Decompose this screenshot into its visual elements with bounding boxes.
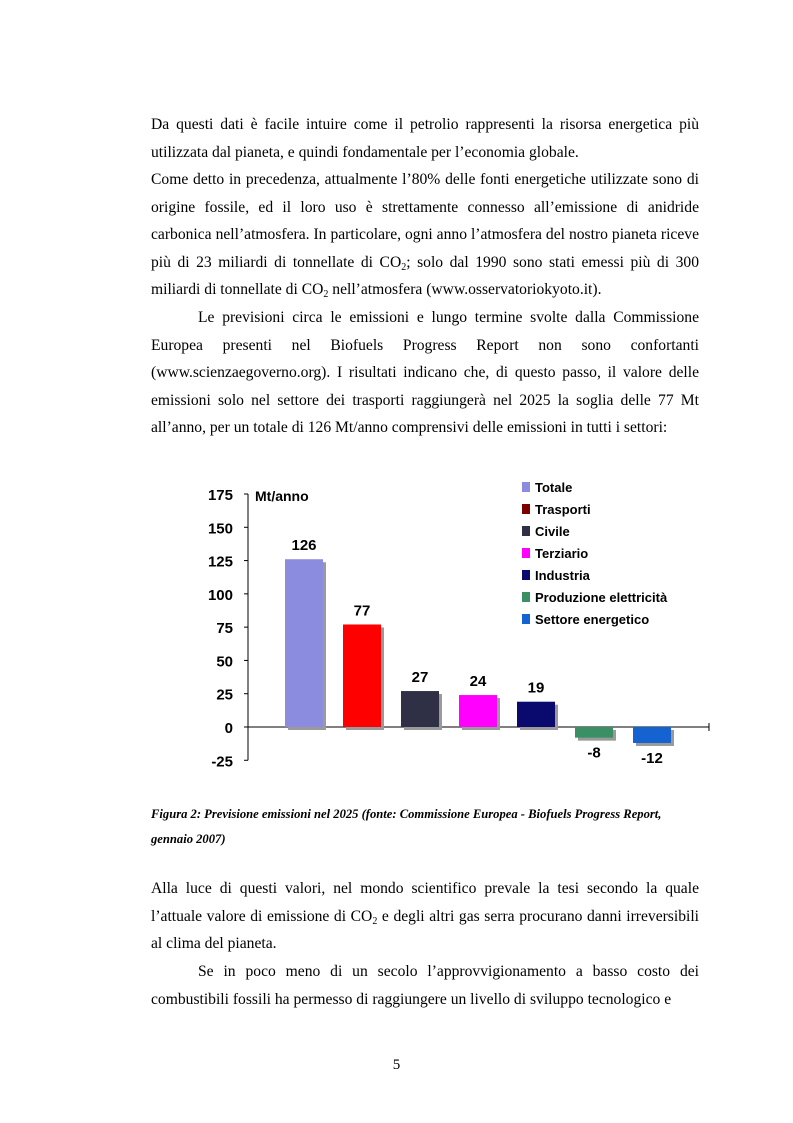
legend-swatch: [522, 614, 530, 624]
bar-value-label: -12: [641, 749, 663, 767]
bar-value-label: 27: [411, 669, 429, 687]
paragraph-5: Se in poco meno di un secolo l’approvvigionamento a basso costo dei combustibili fossili ha permesso di raggiungere un livello di sviluppo tecnologico e: [151, 963, 699, 1008]
co2-subscript: 2: [401, 261, 407, 273]
paragraph-4-text-b: e degli altri gas serra procurano danni irreversibili al clima del pianeta.: [151, 907, 700, 952]
bar-1: [285, 559, 323, 727]
co2-subscript: 2: [372, 915, 378, 927]
legend-label: Civile: [535, 524, 570, 539]
legend-swatch: [522, 526, 530, 536]
bar-value-label: 126: [291, 537, 317, 555]
page-number: 5: [392, 1057, 401, 1073]
bar-value-label: -8: [587, 744, 601, 762]
bar-7: [633, 727, 671, 743]
y-tick-label: 100: [207, 586, 233, 604]
bars: [285, 537, 674, 767]
paragraph-2-text-c: nell’atmosfera (www.osservatoriokyoto.it).: [328, 281, 602, 298]
paragraph-4: [151, 875, 699, 958]
emissions-bar-chart: [195, 478, 715, 778]
bar-6: [575, 727, 613, 738]
co2-subscript: 2: [323, 289, 329, 300]
y-axis-label: Mt/anno: [255, 488, 309, 504]
legend-label: Produzione elettricità: [535, 590, 668, 605]
y-tick-label: -25: [211, 753, 233, 771]
bar-4: [459, 695, 497, 727]
paragraph-1-text: Da questi dati è facile intuire come il petrolio rappresenti la risorsa energetica più utilizzata dal pianeta, e quindi fondamentale per l’economia globale.: [151, 116, 699, 161]
y-tick-label: 50: [216, 653, 233, 671]
paragraph-3: Le previsioni circa le emissioni e lungo termine svolte dalla Commissione Europea presenti nel Biofuels Progress Report non sono confortanti (www.scienzaegoverno.org). I risultati indicano che, di questo passo, il valore delle emissioni solo nel settore dei trasporti raggiungerà nel 2025 la soglia delle 77 Mt all’anno, per un totale di 126 Mt/anno comprensivi delle emissioni in tutti i settori:: [151, 309, 699, 436]
legend-swatch: [522, 482, 530, 492]
y-tick-label: 150: [207, 520, 233, 538]
paragraph-2-text-b: ; solo dal 1990 sono stati emessi più di 300 miliardi di tonnellate di CO: [151, 253, 699, 298]
y-tick-label: 25: [216, 686, 233, 704]
legend-swatch: [522, 504, 530, 514]
paragraph-1: [151, 111, 699, 304]
legend-swatch: [522, 548, 530, 558]
y-tick-label: 75: [216, 620, 233, 638]
figure-caption: Figura 2: Previsione emissioni nel 2025 (fonte: Commissione Europea - Biofuels Progress Report, gennaio 2007): [151, 807, 662, 846]
legend-label: Industria: [535, 568, 590, 583]
bar-2: [343, 624, 381, 727]
paragraph-2-text-a: Come detto in precedenza, attualmente l’80% delle fonti energetiche utilizzate sono di origine fossile, ed il loro uso è strettamente connesso all’emissione di anidride carbonica nell’atmosfera. In particolare, ogni anno l’atmosfera del nostro pianeta riceve più di 23 miliardi di tonnellate di CO: [151, 171, 699, 271]
legend-swatch: [522, 592, 530, 602]
bar-value-label: 77: [353, 602, 371, 620]
y-tick-label: 125: [207, 553, 233, 571]
y-tick-label: 175: [207, 487, 233, 504]
legend-label: Terziario: [535, 546, 589, 561]
y-tick-label: 0: [224, 720, 233, 737]
bar-5: [517, 702, 555, 727]
bar-value-label: 19: [527, 679, 545, 697]
legend-swatch: [522, 570, 530, 580]
paragraph-4-text-a: Alla luce di questi valori, nel mondo scientifico prevale la tesi secondo la quale l’attuale valore di emissione di CO: [151, 880, 699, 925]
legend-label: Totale: [535, 480, 573, 495]
bar-3: [401, 691, 439, 727]
bar-value-label: 24: [469, 673, 487, 691]
legend-label: Settore energetico: [535, 612, 650, 627]
legend: [522, 480, 668, 627]
legend-label: Trasporti: [535, 502, 591, 517]
